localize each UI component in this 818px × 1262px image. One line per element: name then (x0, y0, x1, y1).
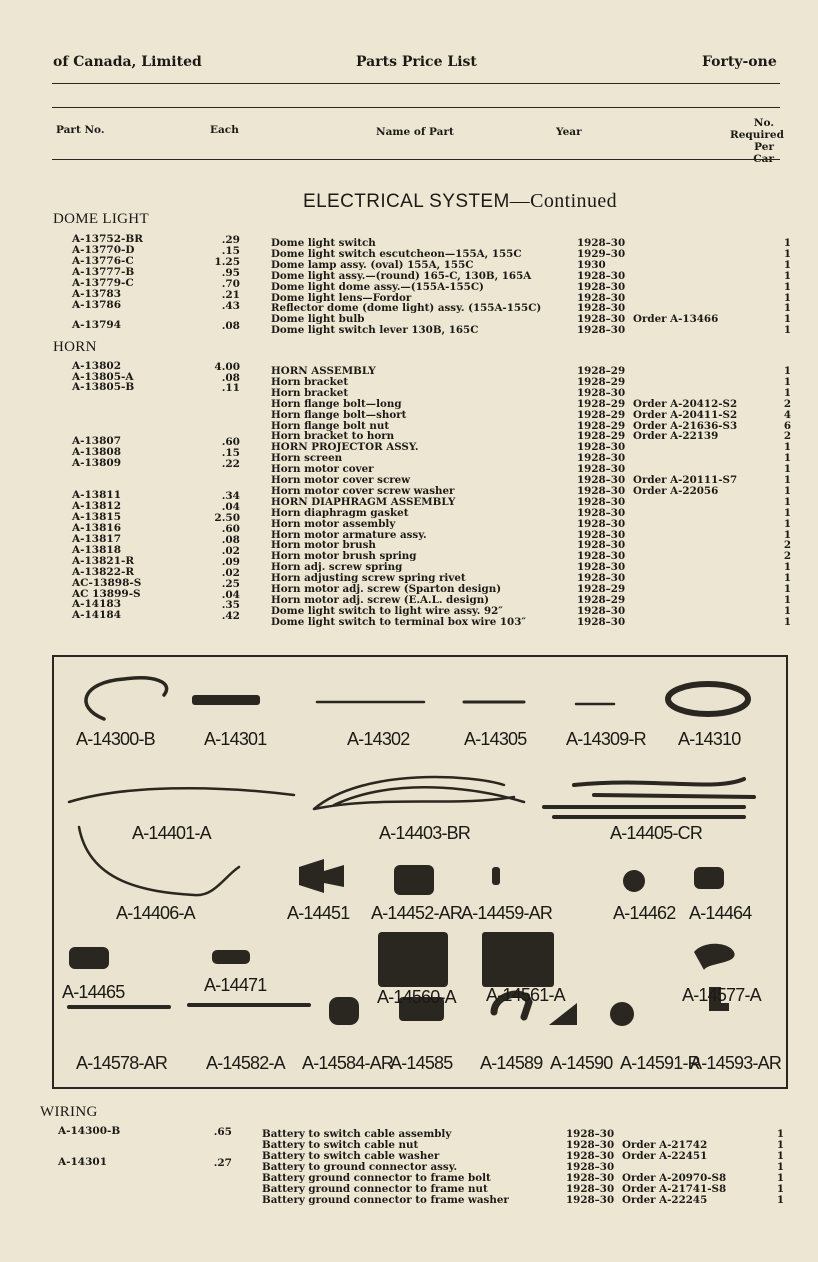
qty-required: 2 (783, 430, 791, 443)
part-name: Horn motor brush spring (271, 550, 417, 563)
qty-required: 1 (783, 517, 791, 530)
part-year: 1928–30 (577, 539, 626, 552)
part-number: A-13777-B (72, 266, 135, 278)
order-ref: Order A-20411-S2 (633, 408, 738, 421)
part-year: 1928–30 (566, 1194, 615, 1206)
figure-label: A-14301 (204, 729, 267, 749)
qty-required: 1 (783, 313, 791, 326)
figure-label: A-14591-R (620, 1053, 700, 1073)
price-row (271, 259, 791, 270)
part-name: Horn motor cover screw (271, 474, 411, 486)
figure-label: A-14300-B (76, 729, 155, 749)
header-left: of Canada, Limited (53, 54, 202, 70)
part-year: 1928–29 (577, 419, 626, 432)
price-row (271, 539, 791, 550)
figure-label: A-14465 (62, 982, 125, 1002)
plate-a14560a-drawing (378, 932, 448, 987)
price-row (271, 292, 791, 303)
part-year: 1928–29 (577, 430, 626, 443)
price-row (271, 387, 791, 398)
part-name: Horn motor brush (271, 539, 376, 552)
price-each: .22 (221, 458, 240, 470)
wire-a14405cr-drawing (544, 779, 754, 817)
part-year: 1928–30 (577, 495, 626, 508)
price-row (271, 605, 791, 616)
wiring-price: .27 (213, 1157, 232, 1169)
part-a14590-drawing (549, 1003, 577, 1025)
part-number: A-13805-B (72, 381, 135, 393)
part-number: A-13808 (72, 446, 122, 458)
price-each: .43 (221, 300, 240, 312)
price-row (271, 507, 791, 518)
order-ref: Order A-20970-S8 (622, 1172, 727, 1184)
price-row (271, 496, 791, 507)
part-number: A-13812 (72, 500, 122, 512)
qty-required: 2 (783, 550, 791, 563)
figure-label: A-14401-A (132, 823, 211, 843)
part-number: A-13816 (72, 522, 122, 534)
part-number: A-13752-BR (72, 233, 143, 245)
part-name: Horn bracket (271, 386, 349, 399)
qty-required: 1 (783, 375, 791, 388)
part-name: Horn motor cover (271, 463, 374, 476)
figure-label: A-14593-AR (690, 1053, 782, 1073)
figure-label: A-14589 (480, 1053, 543, 1073)
part-year: 1928–29 (577, 397, 626, 410)
figure-label: A-14582-A (206, 1053, 285, 1073)
price-each: .35 (221, 599, 240, 611)
part-name: Dome light lens—Fordor (271, 291, 412, 304)
wiring-price: .65 (213, 1126, 232, 1138)
qty-required: 1 (783, 452, 791, 465)
qty-required: 1 (783, 258, 791, 271)
part-name: Horn screen (271, 452, 343, 465)
order-ref: Order A-20412-S2 (633, 397, 738, 410)
figure-label: A-14561-A (486, 985, 565, 1005)
col-name: Name of Part (376, 126, 454, 138)
part-name: Horn flange bolt nut (271, 419, 390, 432)
figure-label: A-14405-CR (610, 823, 703, 843)
part-name: Battery ground connector to frame nut (262, 1183, 488, 1195)
part-name: Battery to switch cable washer (262, 1150, 440, 1162)
qty-required: 1 (783, 269, 791, 282)
part-name: Horn flange bolt—short (271, 408, 407, 421)
price-each: .60 (221, 523, 240, 535)
figure-label: A-14584-AR (302, 1053, 394, 1073)
part-name: Battery ground connector to frame bolt (262, 1172, 491, 1184)
section-wiring: WIRING (40, 1104, 98, 1120)
wiring-part-no: A-14300-B (58, 1125, 121, 1137)
price-row (262, 1161, 784, 1172)
figure-label: A-14459-AR (461, 903, 553, 923)
qty-required: 1 (783, 572, 791, 585)
qty-required: 1 (783, 463, 791, 476)
part-year: 1928–30 (577, 604, 626, 617)
part-name: Dome light switch to light wire assy. 92″ (271, 604, 503, 617)
qty-required: 1 (783, 615, 791, 628)
price-row (262, 1194, 784, 1205)
price-row (271, 529, 791, 540)
price-each: .08 (221, 320, 240, 332)
part-name: HORN ASSEMBLY (271, 365, 376, 377)
price-each: .25 (221, 578, 240, 590)
part-year: 1928–30 (566, 1128, 615, 1140)
part-number: A-14183 (72, 598, 122, 610)
price-row (271, 616, 791, 627)
price-each: .70 (221, 278, 240, 290)
qty-required: 1 (783, 583, 791, 595)
part-name: Dome lamp assy. (oval) 155A, 155C (271, 258, 474, 271)
part-year: 1928–29 (577, 408, 626, 421)
part-number: A-13786 (72, 299, 122, 311)
price-each: .60 (221, 436, 240, 448)
price-each: .11 (221, 382, 240, 394)
order-ref: Order A-22245 (622, 1194, 708, 1206)
part-year: 1929–30 (577, 247, 626, 260)
figure-label: A-14451 (287, 903, 350, 923)
part-name: Horn motor cover screw washer (271, 484, 455, 497)
part-number: A-13817 (72, 533, 122, 545)
part-name: Horn flange bolt—long (271, 397, 402, 410)
part-year: 1928–30 (577, 280, 626, 293)
section-horn: HORN (53, 339, 97, 355)
header-rule (52, 83, 780, 84)
price-each: .04 (221, 501, 240, 513)
price-row (271, 398, 791, 409)
price-row (271, 365, 791, 376)
figure-label: A-14302 (347, 729, 410, 749)
wiring-part-no: A-14301 (58, 1156, 108, 1168)
price-each: .08 (221, 534, 240, 546)
part-year: 1928–30 (577, 302, 626, 315)
part-name: HORN PROJECTOR ASSY. (271, 441, 419, 454)
price-row (271, 376, 791, 387)
figure-label: A-14578-AR (76, 1053, 168, 1073)
col-required-line2: Required (730, 129, 784, 141)
part-number: A-13811 (72, 489, 122, 501)
column-bottom-rule (52, 159, 780, 160)
col-part-no: Part No. (56, 124, 105, 136)
part-number: A-13818 (72, 544, 122, 556)
part-year: 1928–29 (577, 583, 626, 595)
qty-required: 1 (783, 561, 791, 574)
clip-a14577a-drawing (694, 944, 735, 970)
part-number: A-13821-R (72, 555, 135, 567)
order-ref: Order A-22451 (622, 1150, 708, 1162)
part-year: 1928–30 (577, 528, 626, 541)
part-number: A-13770-D (72, 244, 135, 256)
cable-a14300b-drawing (86, 678, 167, 719)
price-each: .34 (221, 490, 240, 502)
figure-label: A-14305 (464, 729, 527, 749)
figure-label: A-14462 (613, 903, 676, 923)
part-year: 1928–30 (577, 615, 626, 628)
col-required-line1: No. (753, 117, 774, 129)
part-name: Dome light switch to terminal box wire 103″ (271, 615, 526, 628)
part-year: 1928–30 (566, 1161, 615, 1173)
qty-required: 1 (776, 1128, 784, 1140)
price-each: 1.25 (214, 256, 240, 268)
part-year: 1928–29 (577, 593, 626, 606)
terminal-a14471-drawing (212, 950, 250, 964)
part-year: 1928–30 (577, 517, 626, 530)
part-year: 1928–30 (577, 324, 626, 337)
price-row (271, 313, 791, 324)
terminal-a14452ar-drawing (394, 865, 434, 895)
wire-a14401a-drawing (69, 788, 294, 802)
price-each: .02 (221, 567, 240, 579)
col-required (730, 117, 784, 165)
price-row (271, 430, 791, 441)
qty-required: 1 (783, 386, 791, 399)
price-each: .95 (221, 267, 240, 279)
part-year: 1928–30 (577, 561, 626, 574)
qty-required: 4 (783, 408, 791, 421)
price-each: .42 (221, 610, 240, 622)
price-row (262, 1128, 784, 1139)
col-year: Year (556, 126, 582, 138)
part-name: Dome light switch escutcheon—155A, 155C (271, 247, 522, 260)
part-year: 1928–29 (577, 375, 626, 388)
price-each: 4.00 (214, 361, 240, 373)
part-year: 1928–30 (566, 1150, 615, 1162)
part-a14584ar-drawing (329, 997, 359, 1025)
title-continued: —Continued (509, 190, 618, 212)
part-name: Battery to ground connector assy. (262, 1161, 458, 1173)
part-number: A-13802 (72, 360, 122, 372)
part-name: Horn adj. screw spring (271, 561, 403, 574)
qty-required: 1 (776, 1139, 784, 1151)
part-number: A-13807 (72, 435, 122, 447)
figure-label: A-14577-A (682, 985, 761, 1005)
price-row (271, 572, 791, 583)
qty-required: 1 (776, 1172, 784, 1184)
qty-required: 1 (783, 302, 791, 315)
figure-label: A-14452-AR (371, 903, 463, 923)
qty-required: 1 (783, 506, 791, 519)
price-row (271, 302, 791, 313)
figure-label: A-14406-A (116, 903, 195, 923)
part-year: 1928–30 (577, 506, 626, 519)
qty-required: 1 (783, 237, 791, 249)
price-row (271, 420, 791, 431)
wire-a14403br-drawing (314, 777, 524, 809)
figure-label: A-14560-A (377, 987, 456, 1007)
part-name: Horn adjusting screw spring rivet (271, 572, 466, 585)
price-row (271, 518, 791, 529)
terminal-a14464-drawing (694, 867, 724, 889)
part-year: 1928–30 (577, 269, 626, 282)
col-each: Each (210, 124, 239, 136)
part-name: Dome light assy.—(round) 165-C, 130B, 165A (271, 269, 532, 282)
price-row (262, 1150, 784, 1161)
strip-a14301-drawing (192, 695, 260, 705)
price-each: .15 (221, 245, 240, 257)
price-row (271, 441, 791, 452)
qty-required: 1 (776, 1194, 784, 1206)
qty-required: 1 (783, 247, 791, 260)
part-number: AC-13898-S (72, 577, 142, 589)
part-name: Horn diaphragm gasket (271, 506, 409, 519)
order-ref: Order A-22139 (633, 430, 719, 443)
part-name: Dome light dome assy.—(155A-155C) (271, 280, 484, 293)
figure-label: A-14590 (550, 1053, 613, 1073)
figure-label: A-14471 (204, 975, 267, 995)
qty-required: 2 (783, 539, 791, 552)
qty-required: 1 (783, 291, 791, 304)
price-row (271, 281, 791, 292)
header-page-number: Forty-one (702, 54, 777, 70)
parts-drawing (54, 657, 786, 1087)
qty-required: 6 (783, 419, 791, 432)
price-row (271, 452, 791, 463)
part-number: AC 13899-S (72, 588, 141, 600)
price-each: .08 (221, 372, 240, 384)
part-year: 1928–30 (566, 1139, 615, 1151)
price-row (271, 561, 791, 572)
part-name: Horn motor assembly (271, 517, 396, 530)
qty-required: 1 (776, 1161, 784, 1173)
page-title (303, 190, 617, 213)
figure-label: A-14309-R (566, 729, 646, 749)
plate-a14561a-drawing (482, 932, 554, 987)
price-each: .09 (221, 556, 240, 568)
qty-required: 1 (783, 495, 791, 508)
part-year: 1928–30 (577, 452, 626, 465)
part-year: 1928–30 (577, 572, 626, 585)
price-row (271, 463, 791, 474)
price-row (271, 474, 791, 485)
part-a14591r-drawing (610, 1002, 634, 1026)
part-name: Horn bracket to horn (271, 430, 395, 443)
price-each: .02 (221, 545, 240, 557)
part-year: 1928–30 (577, 237, 626, 249)
loop-a14310-drawing (668, 684, 748, 714)
part-number: A-13822-R (72, 566, 135, 578)
part-number: A-13776-C (72, 255, 134, 267)
price-each: .04 (221, 589, 240, 601)
figure-label: A-14403-BR (379, 823, 471, 843)
order-ref: Order A-21636-S3 (633, 419, 738, 432)
part-number: A-13815 (72, 511, 122, 523)
figure-label: A-14310 (678, 729, 741, 749)
qty-required: 1 (783, 365, 791, 377)
part-name: Battery ground connector to frame washer (262, 1194, 509, 1206)
qty-required: 1 (783, 604, 791, 617)
part-name: Horn motor adj. screw (E.A.L. design) (271, 593, 490, 606)
part-year: 1928–30 (566, 1183, 615, 1195)
qty-required: 1 (783, 280, 791, 293)
order-ref: Order A-21741-S8 (622, 1183, 727, 1195)
col-required-line3: Per Car (753, 141, 774, 165)
order-ref: Order A-13466 (633, 313, 719, 326)
qty-required: 2 (783, 397, 791, 410)
figure-label: A-14585 (390, 1053, 453, 1073)
part-year: 1928–30 (566, 1172, 615, 1184)
price-row (262, 1172, 784, 1183)
qty-required: 1 (776, 1150, 784, 1162)
terminal-a14465-drawing (69, 947, 109, 969)
price-each: .15 (221, 447, 240, 459)
order-ref: Order A-20111-S7 (633, 474, 738, 486)
qty-required: 1 (776, 1183, 784, 1195)
part-name: Battery to switch cable assembly (262, 1128, 452, 1140)
order-ref: Order A-22056 (633, 484, 719, 497)
terminal-a14451-drawing (299, 859, 344, 893)
part-year: 1928–30 (577, 313, 626, 326)
section-dome-light: DOME LIGHT (53, 211, 149, 227)
part-year: 1928–30 (577, 441, 626, 454)
part-name: Reflector dome (dome light) assy. (155A-155C) (271, 302, 542, 315)
price-each: 2.50 (214, 512, 240, 524)
part-name: Battery to switch cable nut (262, 1139, 419, 1151)
qty-required: 1 (783, 324, 791, 337)
qty-required: 1 (783, 528, 791, 541)
part-number: A-14184 (72, 609, 122, 621)
price-row (262, 1139, 784, 1150)
part-name: Dome light bulb (271, 313, 365, 326)
price-row (271, 248, 791, 259)
price-row (271, 409, 791, 420)
part-name: HORN DIAPHRAGM ASSEMBLY (271, 495, 456, 508)
qty-required: 1 (783, 474, 791, 486)
part-number: A-13783 (72, 288, 122, 300)
part-number: A-13809 (72, 457, 122, 469)
column-top-rule (52, 107, 780, 108)
price-row (271, 594, 791, 605)
part-name: Horn motor armature assy. (271, 528, 427, 541)
header-center: Parts Price List (356, 54, 477, 70)
part-name: Horn motor adj. screw (Sparton design) (271, 583, 502, 595)
part-year: 1928–30 (577, 550, 626, 563)
price-row (271, 237, 791, 248)
terminal-a14462-drawing (623, 870, 645, 892)
price-each: .21 (221, 289, 240, 301)
part-year: 1928–30 (577, 484, 626, 497)
price-each: .29 (221, 234, 240, 246)
part-year: 1928–30 (577, 291, 626, 304)
part-year: 1928–30 (577, 386, 626, 399)
part-number: A-13794 (72, 319, 122, 331)
part-number: A-13805-A (72, 371, 134, 383)
price-row (271, 324, 791, 335)
terminal-a14459ar-drawing (492, 867, 500, 885)
part-year: 1928–30 (577, 474, 626, 486)
part-name: Horn bracket (271, 375, 349, 388)
part-name: Dome light switch lever 130B, 165C (271, 324, 479, 337)
price-row (262, 1183, 784, 1194)
figure-label: A-14464 (689, 903, 752, 923)
part-name: Dome light switch (271, 237, 376, 249)
price-row (271, 270, 791, 281)
title-main: ELECTRICAL SYSTEM (303, 191, 510, 212)
qty-required: 1 (783, 593, 791, 606)
parts-illustration (52, 655, 788, 1089)
price-row (271, 583, 791, 594)
qty-required: 1 (783, 441, 791, 454)
part-year: 1928–30 (577, 463, 626, 476)
price-row (271, 550, 791, 561)
part-year: 1928–29 (577, 365, 626, 377)
price-row (271, 485, 791, 496)
order-ref: Order A-21742 (622, 1139, 708, 1151)
part-number: A-13779-C (72, 277, 134, 289)
qty-required: 1 (783, 484, 791, 497)
part-year: 1930 (577, 258, 606, 271)
